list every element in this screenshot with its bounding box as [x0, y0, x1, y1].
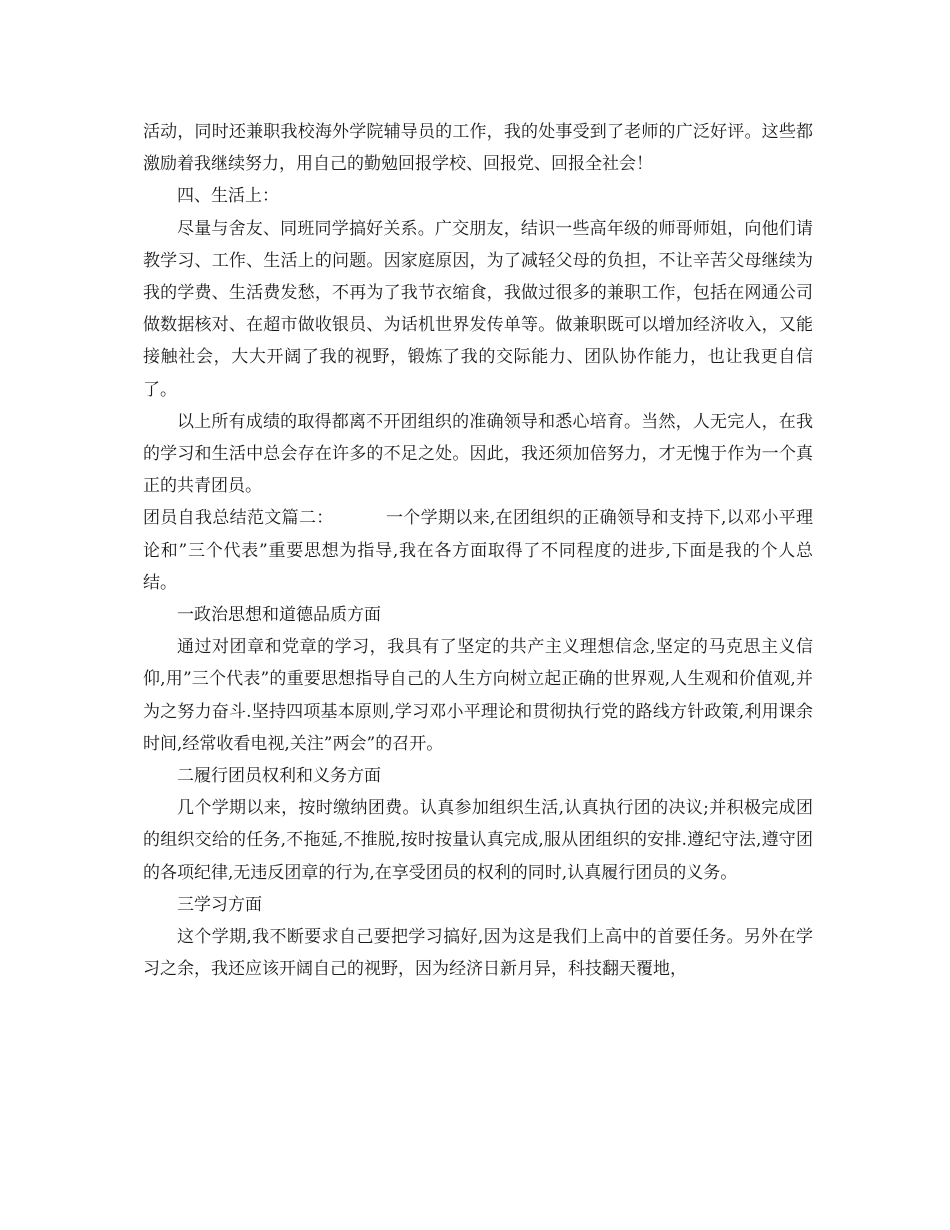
document-body	[143, 116, 813, 985]
section-heading-study: 三学习方面	[177, 894, 262, 915]
section-heading-politics: 一政治思想和道德品质方面	[177, 605, 381, 626]
paragraph-life: 尽量与舍友、同班同学搞好关系。广交朋友，结识一些高年级的师哥师姐，向他们请教学习、工作、生活上的问题。因家庭原因，为了减轻父母的负担，不让辛苦父母继续为我的学费、生活费发愁，不再为了我节衣缩食，我做过很多的兼职工作，包括在网通公司做数据核对、在超市做收银员、为话机世界发传单等。做兼职既可以增加经济收入，又能接触社会，大大开阔了我的视野，锻炼了我的交际能力、团队协作能力，也让我更自信了。	[143, 218, 813, 400]
paragraph-politics: 通过对团章和党章的学习，我具有了坚定的共产主义理想信念,坚定的马克思主义信仰,用”三个代表”的重要思想指导自己的人生方向树立起正确的世界观,人生观和价值观,并为之努力奋斗.坚持四项基本原则,学习邓小平理论和贯彻执行党的路线方针政策,利用课余时间,经常收看电视,关注”两会”的召开。	[143, 637, 813, 754]
paragraph-article-two	[143, 502, 813, 599]
paragraph-study: 这个学期,我不断要求自己要把学习搞好,因为这是我们上高中的首要任务。另外在学习之余，我还应该开阔自己的视野，因为经济日新月异，科技翻天覆地，	[143, 927, 813, 980]
paragraph-rights: 几个学期以来，按时缴纳团费。认真参加组织生活,认真执行团的决议;并积极完成团的组织交给的任务,不拖延,不推脱,按时按量认真完成,服从团组织的安排.遵纪守法,遵守团的各项纪律,无违反团章的行为,在享受团员的权利的同时,认真履行团员的义务。	[143, 798, 813, 883]
section-heading-rights: 二履行团员权利和义务方面	[177, 766, 381, 787]
section-heading-life: 四、生活上：	[177, 186, 279, 207]
article-two-intro: 一个学期以来,在团组织的正确领导和支持下,以邓小平理论和”三个代表”重要思想为指导,我在各方面取得了不同程度的进步,下面是我的个人总结。	[143, 508, 813, 593]
paragraph-continued: 活动，同时还兼职我校海外学院辅导员的工作，我的处事受到了老师的广泛好评。这些都激励着我继续努力，用自己的勤勉回报学校、回报党、回报全社会！	[143, 122, 813, 175]
article-two-title: 团员自我总结范文篇二：	[143, 508, 334, 529]
paragraph-conclusion: 以上所有成绩的取得都离不开团组织的准确领导和悉心培育。当然，人无完人，在我的学习和生活中总会存在许多的不足之处。因此，我还须加倍努力，才无愧于作为一个真正的共青团员。	[143, 411, 813, 497]
